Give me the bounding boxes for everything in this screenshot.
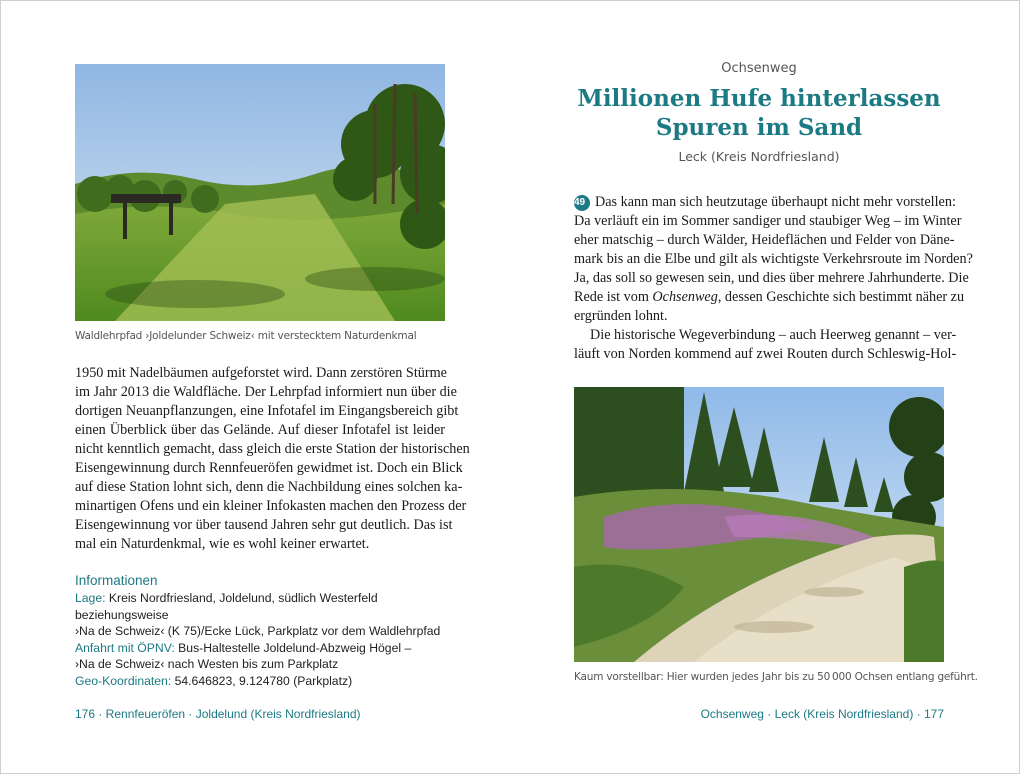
text-line: Die historische Wegeverbindung – auch Heerweg genannt – ver- (590, 327, 957, 343)
title-line: Spuren im Sand (655, 114, 863, 141)
title-line: Millionen Hufe hinterlassen (577, 85, 941, 112)
text-line: Ja, das soll so gewesen sein, und dies über mehrere Jahrhunderte. Die (574, 270, 969, 286)
text-line: Eisengewinnung durch Rennfeueröfen gewidmet ist. Doch ein Blick (75, 460, 463, 476)
info-heading: Informationen (75, 573, 158, 588)
text-line: Eisengewinnung vor über tausend Jahren sehr gut deutlich. Das ist (75, 517, 453, 533)
info-anfahrt (75, 640, 445, 657)
page-title (574, 84, 944, 142)
text-run: Rede ist vom (574, 289, 653, 305)
left-body-text (75, 364, 470, 554)
footer-left: 176 · Rennfeueröfen · Joldelund (Kreis Nordfriesland) (75, 707, 361, 721)
text-line: nicht kenntlich gemacht, dass gleich die erste Station der historischen (75, 441, 470, 457)
text-line: eher matschig – durch Wälder, Heideflächen und Felder von Däne- (574, 232, 955, 248)
info-label: Anfahrt mit ÖPNV: (75, 640, 175, 655)
footer-right: Ochsenweg · Leck (Kreis Nordfriesland) · 177 (700, 707, 944, 721)
info-anfahrt-cont: ›Na de Schweiz‹ nach Westen bis zum Parkplatz (75, 657, 339, 672)
text-run: Das kann man sich heutzutage überhaupt nicht mehr vorstellen: (595, 194, 956, 210)
text-run: , dessen Geschichte sich bestimmt näher zu (717, 289, 965, 305)
text-line: ergründen lohnt. (574, 308, 668, 324)
text-line (574, 193, 956, 212)
info-label: Lage: (75, 591, 106, 605)
page-subtitle: Leck (Kreis Nordfriesland) (678, 149, 840, 164)
info-value: Kreis Nordfriesland, Joldelund, südlich Westerfeld beziehungsweise (75, 591, 378, 622)
text-line: Da verläuft ein im Sommer sandiger und staubiger Weg – im Winter (574, 213, 962, 229)
photo-caption-left: Waldlehrpfad ›Joldelunder Schweiz‹ mit verstecktem Naturdenkmal (75, 330, 417, 342)
text-line: einen Überblick über das Gelände. Auf dieser Infotafel ist leider (75, 422, 445, 438)
text-line: auf diese Station lohnt sich, denn die Nachbildung eines solchen ka- (75, 479, 463, 495)
text-line: läuft von Norden kommend auf zwei Routen durch Schleswig-Hol- (574, 346, 957, 362)
right-body-text (574, 193, 973, 364)
heath-sand-path-photo (574, 387, 944, 662)
info-lage-cont: ›Na de Schweiz‹ (K 75)/Ecke Lück, Parkplatz vor dem Waldlehrpfad (75, 624, 441, 639)
text-line: mark bis an die Elbe und gilt als wichtigste Verkehrsroute im Norden? (574, 251, 973, 267)
text-line (574, 288, 965, 307)
text-line: dortigen Neuanpflanzungen, eine Infotafel im Eingangsbereich gibt (75, 403, 459, 419)
info-value: Bus-Haltestelle Joldelund-Abzweig Högel – (174, 640, 412, 655)
text-line: mal ein Naturdenkmal, wie es wohl keiner erwartet. (75, 536, 370, 552)
info-label: Geo-Koordinaten: (75, 673, 172, 688)
photo-caption-right: Kaum vorstellbar: Hier wurden jedes Jahr bis zu 50 000 Ochsen entlang geführt. (574, 671, 978, 683)
info-box (75, 572, 445, 690)
info-lage (75, 590, 445, 623)
section-kicker: Ochsenweg (721, 61, 797, 76)
text-line: minartigen Ofens und ein kleiner Infokasten machen den Prozess der (75, 498, 467, 514)
info-geo (75, 673, 445, 690)
italic-term: Ochsenweg (652, 289, 718, 305)
text-line: 1950 mit Nadelbäumen aufgeforstet wird. Dann zerstören Stürme (75, 365, 447, 381)
info-value: 54.646823, 9.124780 (Parkplatz) (171, 673, 353, 688)
forest-trail-photo (75, 64, 445, 321)
text-line: im Jahr 2013 die Waldfläche. Der Lehrpfad informiert nun über die (75, 384, 457, 400)
location-number-badge: 49 (574, 195, 590, 211)
